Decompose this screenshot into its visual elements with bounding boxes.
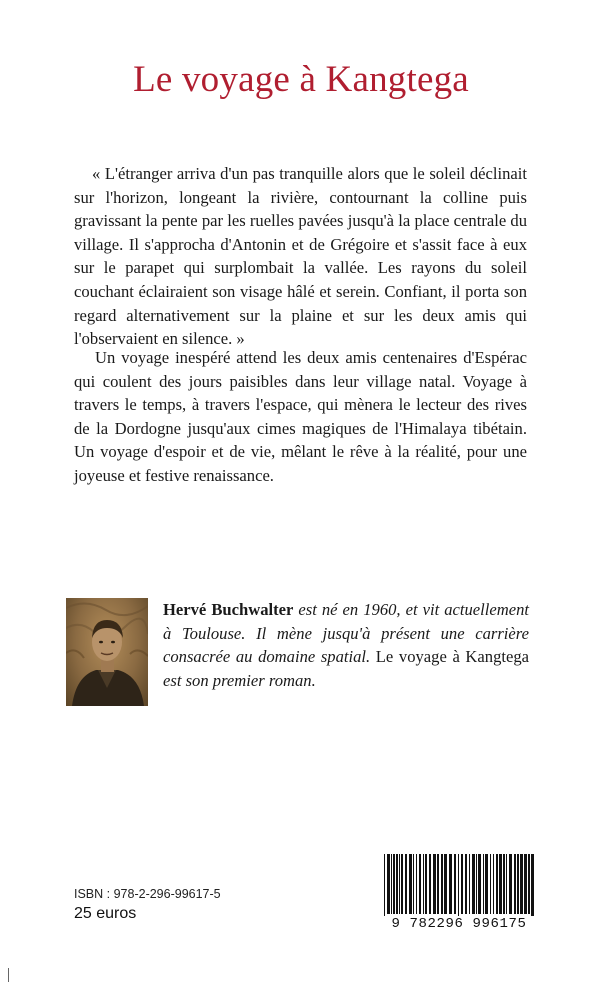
barcode-bar (469, 854, 470, 914)
barcode-bar (493, 854, 494, 914)
barcode-bar (465, 854, 467, 914)
barcode-bar (517, 854, 519, 914)
barcode-bar (384, 854, 385, 918)
barcode-bar (423, 854, 424, 914)
book-summary: Un voyage inespéré attend les deux amis centenaires d'Espérac qui coulent des jours paisibles dans leur village natal. Voyage à travers le temps, à travers l'espace, qui mènera le lecteur des rives de la Dordogne jusqu'aux cimes magiques de l'Himalaya tibétain. Un voyage d'espoir et de vie, mêlant le rêve à la réalité, pour une joyeuse et festive renaissance. (74, 348, 527, 485)
barcode-bar (433, 854, 436, 914)
barcode-bar (506, 854, 507, 914)
barcode-bar (399, 854, 400, 914)
barcode-bar (449, 854, 452, 914)
barcode-bar (476, 854, 477, 914)
barcode-bar (520, 854, 523, 914)
page-edge-mark (8, 968, 9, 982)
barcode-bar (393, 854, 395, 914)
author-photo (66, 598, 148, 706)
barcode-bar (391, 854, 392, 914)
barcode-bar (441, 854, 443, 914)
barcode-bar (461, 854, 463, 914)
barcode-bar (405, 854, 407, 914)
barcode-bar (387, 854, 390, 914)
author-bio-text-2: est son premier roman. (163, 670, 316, 690)
author-name: Hervé Buchwalter (163, 600, 294, 619)
book-title: Le voyage à Kangtega (133, 59, 469, 100)
barcode-bar (429, 854, 431, 914)
barcode-bar (437, 854, 439, 914)
barcode-bar (458, 854, 459, 918)
price: 25 euros (74, 905, 137, 922)
barcode-bar (496, 854, 498, 914)
barcode-bar (413, 854, 414, 914)
barcode-bar (401, 854, 403, 914)
barcode-bar (444, 854, 447, 914)
barcode-bar (425, 854, 427, 914)
barcode-bar (490, 854, 491, 914)
barcode (380, 852, 538, 932)
barcode-bar (483, 854, 484, 914)
barcode-bar (416, 854, 417, 914)
barcode-bar (472, 854, 475, 914)
back-cover-quote: « L'étranger arriva d'un pas tranquille alors que le soleil déclinait sur l'horizon, longeant la rivière, contournant la colline puis gravissant la pente par les ruelles pavées jusqu'à la place centrale du village. Il s'approcha d'Antonin et de Grégoire et s'assit face à eux sur le parapet qui surplombait la vallée. Les rayons du soleil couchant éclairaient son visage hâlé et serein. Confiant, il porta son regard alternativement sur la plaine et sur les deux amis qui l'observaient en silence. » (74, 164, 527, 349)
barcode-bar (503, 854, 505, 914)
barcode-bar (514, 854, 516, 914)
barcode-bar (524, 854, 527, 914)
barcode-bar (528, 854, 530, 914)
barcode-digits: 9 782296 996175 (380, 916, 538, 932)
barcode-bar (531, 854, 534, 918)
barcode-bar (499, 854, 502, 914)
barcode-bar (509, 854, 512, 914)
barcode-bar (419, 854, 421, 914)
barcode-bar (485, 854, 488, 914)
barcode-bar (478, 854, 481, 914)
author-bio (163, 598, 529, 692)
author-bio-text-1: est né en 1960, et vit actuellement à Toulouse. Il mène jusqu'à présent une carrière consacrée au domaine spatial. (163, 600, 529, 667)
barcode-bar (409, 854, 412, 914)
isbn: ISBN : 978-2-296-99617-5 (74, 887, 221, 901)
barcode-bar (454, 854, 456, 914)
barcode-bar (396, 854, 398, 914)
author-bio-book-title: Le voyage à Kangtega (375, 647, 529, 667)
